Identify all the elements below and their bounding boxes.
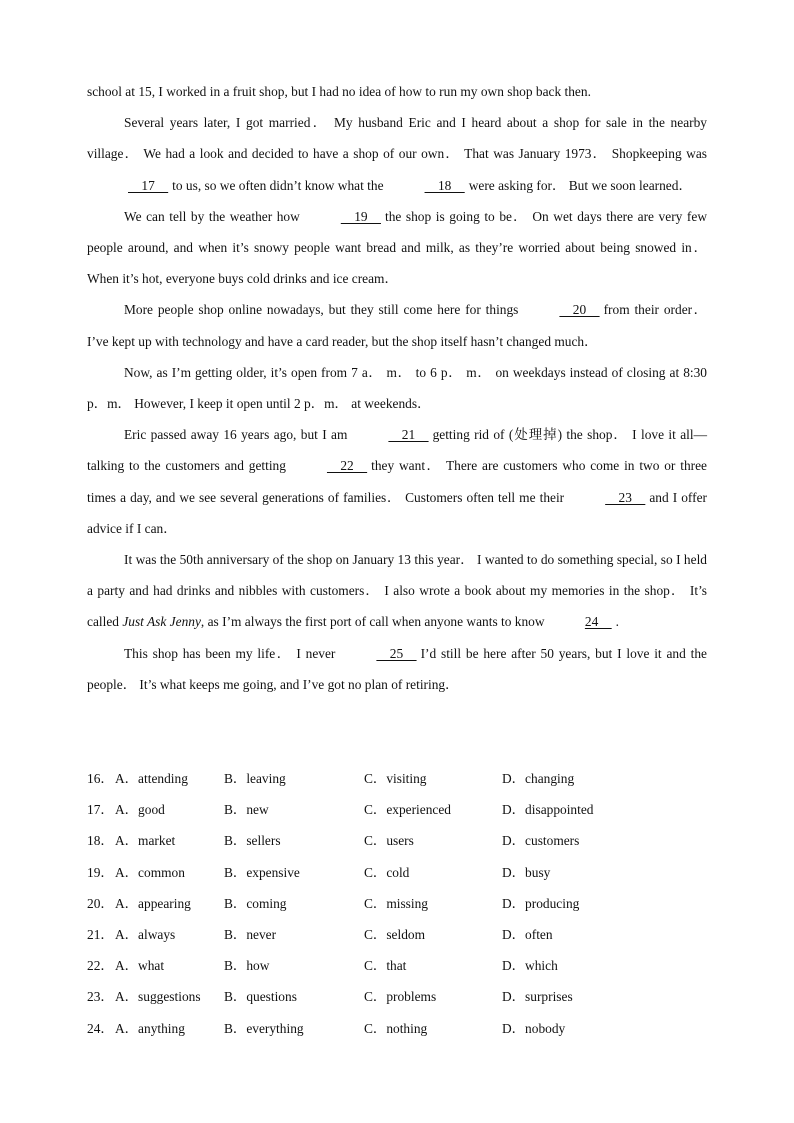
paragraph-text: from their order． I’ve kept up with technology and have a card reader, but the shop itself hasn’t changed much． [87,302,708,349]
paragraph-text: Eric passed away 16 years ago, but I am [124,427,348,443]
question-row [87,888,707,919]
option-b: B．never [224,926,277,942]
paragraph-text: Several years later, I got married． My husband Eric and I heard about a shop for sale in the nearby village． We had a look and decided to have a shop of our own． That was January 1973． Shopkeeping was [87,115,707,162]
option-c: C．seldom [364,926,426,942]
question-row [87,981,707,1012]
option-d: D．busy [502,864,551,880]
paragraph-text: I’d still be here after 50 years, but I love it and the people． It’s what keeps me going, and I’ve got no plan of retiring． [87,645,707,692]
option-a: A．suggestions [115,989,201,1005]
paragraph-text: getting rid of (处理掉) the shop． I love it all—talking to the customers and getting [87,427,707,474]
blank-18: 18 [424,177,465,193]
question-number: 22． [87,958,114,974]
paragraph-text: to us, so we often didn’t know what the [172,177,384,193]
paragraph-4 [87,294,707,356]
paragraph-2 [87,107,707,201]
option-d: D．customers [502,833,580,849]
cloze-passage [87,76,707,700]
question-number: 23． [87,989,114,1005]
option-a: A．attending [115,771,188,786]
option-d: D．disappointed [502,802,594,818]
blank-25: 25 [376,645,417,661]
paragraph-8 [87,638,707,700]
paragraph-text: More people shop online nowadays, but they still come here for things [124,302,519,318]
option-c: C．experienced [364,802,451,818]
question-number: 19． [87,864,114,880]
option-d: D．surprises [502,989,573,1005]
paragraph-1 [87,76,707,107]
paragraph-text: We can tell by the weather how [124,208,300,224]
book-title: Just Ask Jenny [122,614,201,630]
option-d: D．nobody [502,1020,566,1036]
option-c: C．missing [364,895,428,911]
option-c: C．that [364,958,407,974]
paragraph-text: Now, as I’m getting older, it’s open from 7 a． m． to 6 p． m． on weekdays instead of closing at 8:30 p．m． However, I keep it open until 2 p．m． at weekends． [87,364,707,412]
paragraph-text: , as I’m always the first port of call when anyone wants to know [200,614,545,630]
blank-24: 24 [584,614,612,630]
option-b: B．questions [224,989,297,1005]
option-a: A．market [115,833,176,849]
option-c: C．visiting [364,771,427,786]
paragraph-5 [87,357,707,419]
option-b: B．expensive [224,864,300,880]
option-a: A．appearing [115,895,191,911]
option-d: D．changing [502,771,575,786]
option-b: B．coming [224,895,287,911]
option-a: A．what [115,958,165,974]
question-row [87,763,707,794]
question-row [87,919,707,950]
question-number: 24． [87,1020,114,1036]
question-row [87,857,707,888]
question-number: 21． [87,926,114,942]
option-a: A．always [115,926,176,942]
blank-20: 20 [559,302,600,318]
paragraph-3 [87,201,707,295]
question-number: 20． [87,895,114,911]
paragraph-text: were asking for． But we soon learned． [468,177,692,193]
question-row [87,1013,707,1044]
option-b: B．how [224,958,270,974]
paragraph-6 [87,419,707,544]
paragraph-text: It was the 50th anniversary of the shop on January 13 this year． I wanted to do something special, so I held a party and had drinks and nibbles with customers． I also wrote a book about my memories in the shop． It’s called [87,552,707,630]
option-b: B．leaving [224,771,286,786]
blank-21: 21 [388,427,429,443]
question-row [87,825,707,856]
option-a: A．good [115,802,165,818]
paragraph-text: school at 15, I worked in a fruit shop, but I had no idea of how to run my own shop back then. [87,84,591,99]
paragraph-7 [87,544,707,638]
paragraph-text: and I offer advice if I can． [87,489,708,536]
option-c: C．cold [364,864,410,880]
option-c: C．problems [364,989,437,1005]
question-number: 18． [87,833,114,849]
blank-17: 17 [128,177,169,193]
option-d: D．which [502,958,558,974]
question-list [87,763,707,1044]
question-number: 17． [87,802,114,818]
paragraph-text: This shop has been my life． I never [124,645,336,661]
question-row [87,794,707,825]
paragraph-text: they want． There are customers who come in two or three times a day, and we see several generations of families． Customers often tell me their [87,458,707,505]
blank-19: 19 [340,208,381,224]
question-number: 16． [87,771,114,786]
paragraph-text: the shop is going to be． On wet days there are very few people around, and when it’s snowy people want bread and milk, as they’re worried about being snowed in． When it’s hot, everyone buys cold drinks and ice cream． [87,208,707,287]
option-a: A．common [115,864,185,880]
option-b: B．new [224,802,269,818]
question-row [87,950,707,981]
option-b: B．everything [224,1020,304,1036]
option-c: C．users [364,833,414,849]
option-d: D．producing [502,895,580,911]
option-d: D．often [502,926,553,942]
blank-22: 22 [326,458,368,474]
option-c: C．nothing [364,1020,428,1036]
paragraph-text: . [615,614,620,630]
blank-23: 23 [605,489,646,505]
option-b: B．sellers [224,833,281,849]
option-a: A．anything [115,1020,185,1036]
